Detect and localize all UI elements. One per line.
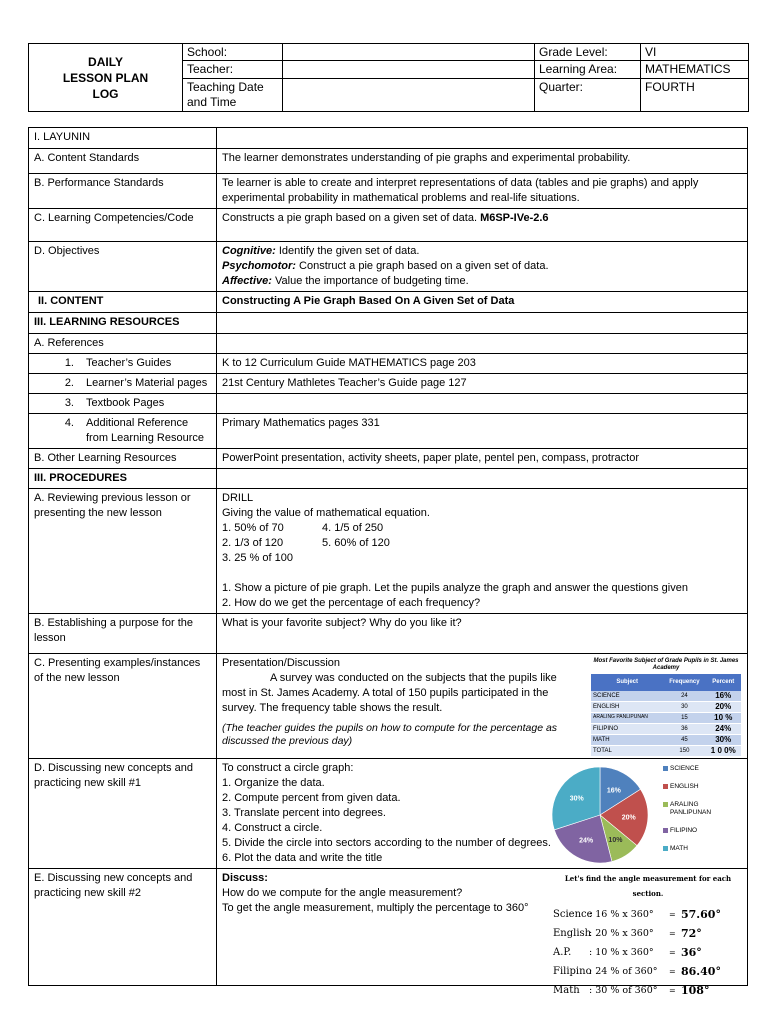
legend-label: MATH — [670, 845, 688, 852]
drill-title: DRILL — [222, 492, 254, 504]
step-5: 5. Divide the circle into sectors according to the number of degrees. — [222, 837, 551, 849]
discuss-answer: To get the angle measurement, multiply the percentage to 360° — [222, 902, 529, 914]
cognitive-text: Identify the given set of data. — [275, 245, 420, 257]
grade-label: Grade Level: — [535, 44, 641, 61]
table-row — [591, 713, 741, 724]
freq-cell: 15 — [663, 713, 705, 724]
step-3: 3. Translate percent into degrees. — [222, 807, 386, 819]
ref3-label-cell — [29, 394, 217, 414]
drill-item-5: 5. 60% of 120 — [322, 537, 390, 549]
frequency-table-caption: Most Favorite Subject of Grade Pupils in St. James Academy — [593, 658, 739, 671]
step-1: 1. Organize the data. — [222, 777, 325, 789]
freq-cell: 10 % — [705, 713, 741, 724]
date-label — [183, 78, 283, 112]
pie-data-label: 20% — [621, 814, 636, 822]
affective-text: Value the importance of budgeting time. — [271, 275, 469, 287]
proc-b-text: What is your favorite subject? Why do you like it? — [217, 614, 748, 654]
legend-label: FILIPINO — [670, 827, 698, 834]
cognitive-label: Cognitive: — [222, 245, 276, 257]
area-label: Learning Area: — [535, 61, 641, 78]
proc-d-label: D. Discussing new concepts and practicing new skill #1 — [29, 759, 217, 869]
drill-question-1: 1. Show a picture of pie graph. Let the pupils analyze the graph and answer the questions given — [222, 582, 688, 594]
date-field[interactable] — [283, 78, 535, 112]
angle-expression: : 16 % x 360° — [589, 909, 654, 920]
angle-expression: : 24 % of 360° — [589, 966, 658, 977]
angle-expression: : 30 % of 360° — [589, 985, 658, 996]
ref4-label-cell — [29, 414, 217, 449]
ref4-text: Primary Mathematics pages 331 — [217, 414, 748, 449]
legend-entry — [663, 845, 710, 853]
learning-resources-blank — [217, 313, 748, 334]
layunin-blank — [217, 128, 748, 149]
proc-c-label: C. Presenting examples/instances of the new lesson — [29, 654, 217, 759]
freq-cell: 30 — [663, 702, 705, 713]
date-label-line1: Teaching Date — [187, 79, 264, 94]
layunin-heading: I. LAYUNIN — [29, 128, 217, 149]
proc-c-cell — [217, 654, 748, 759]
angle-subject: Science — [553, 909, 593, 920]
ref2-text: 21st Century Mathletes Teacher’s Guide page 127 — [217, 374, 748, 394]
legend-entry — [663, 765, 710, 773]
angle-subject: English — [553, 928, 592, 939]
angle-equals: = — [669, 929, 676, 938]
legend-label: ARALING PANLIPUNAN — [670, 801, 712, 816]
step-2: 2. Compute percent from given data. — [222, 792, 401, 804]
procedures-blank — [217, 469, 748, 489]
content-standards-label: A. Content Standards — [29, 149, 217, 174]
angle-result: 36° — [681, 946, 702, 959]
competencies-label: C. Learning Competencies/Code — [29, 209, 217, 242]
drill-intro: Giving the value of mathematical equation. — [222, 507, 430, 519]
angle-row — [553, 905, 743, 924]
table-row — [591, 746, 741, 757]
ref2-label: Learner’s Material pages — [86, 377, 208, 389]
proc-e-cell — [217, 869, 748, 997]
angle-computation-image — [553, 871, 743, 1000]
ref1-num: 1. — [64, 357, 74, 369]
freq-cell: 24 — [663, 691, 705, 702]
discuss-title: Discuss: — [222, 872, 268, 884]
presentation-text: A survey was conducted on the subjects that the pupils like most in St. James Academy. A total of 150 pupils participated in the survey. The frequency table shows the result. — [222, 672, 557, 714]
date-label-line2: and Time — [187, 94, 237, 109]
angle-subject: Filipino — [553, 966, 592, 977]
step-4: 4. Construct a circle. — [222, 822, 323, 834]
freq-cell: 20% — [705, 702, 741, 713]
psychomotor-text: Construct a pie graph based on a given set of data. — [295, 260, 549, 272]
frequency-table — [591, 674, 741, 757]
proc-e-label: E. Discussing new concepts and practicing new skill #2 — [29, 869, 217, 986]
freq-header-percent: Percent — [705, 674, 741, 691]
performance-standards-label: B. Performance Standards — [29, 174, 217, 209]
content-label: II. CONTENT — [29, 292, 217, 313]
freq-cell: 16% — [705, 691, 741, 702]
pie-data-label: 24% — [579, 837, 594, 845]
teacher-field[interactable] — [283, 61, 535, 78]
pie-data-label: 10% — [608, 836, 623, 844]
ref4-label-line1: Additional Reference — [86, 417, 189, 429]
psychomotor-label: Psychomotor: — [222, 260, 296, 272]
angle-result: 57.60° — [681, 908, 721, 921]
freq-header-subject: Subject — [591, 674, 663, 691]
angle-row — [553, 943, 743, 962]
angle-expression: : 10 % x 360° — [589, 947, 654, 958]
angle-equals: = — [669, 986, 676, 995]
angle-result: 108° — [681, 984, 710, 997]
step-6: 6. Plot the data and write the title — [222, 852, 383, 864]
freq-cell: SCIENCE — [591, 691, 663, 702]
legend-label: SCIENCE — [670, 765, 699, 772]
references-blank — [217, 334, 748, 354]
pie-data-label: 16% — [606, 787, 621, 795]
freq-cell: TOTAL — [591, 746, 663, 757]
table-row — [591, 724, 741, 735]
legend-swatch — [663, 766, 668, 771]
legend-entry — [663, 801, 710, 817]
content-standards-text: The learner demonstrates understanding of pie graphs and experimental probability. — [217, 149, 748, 174]
legend-swatch — [663, 828, 668, 833]
other-resources-label: B. Other Learning Resources — [29, 449, 217, 469]
area-value: MATHEMATICS — [641, 61, 749, 78]
angle-equals: = — [669, 967, 676, 976]
legend-swatch — [663, 802, 668, 807]
discuss-question: How do we compute for the angle measurement? — [222, 887, 463, 899]
table-row — [591, 735, 741, 746]
lesson-plan-table — [28, 127, 748, 997]
ref2-label-cell — [29, 374, 217, 394]
ref1-label-cell — [29, 354, 217, 374]
steps-title: To construct a circle graph: — [222, 762, 354, 774]
grade-value: VI — [641, 44, 749, 61]
dll-title-line3: LOG — [92, 86, 119, 101]
pie-data-label: 30% — [569, 795, 584, 803]
proc-b-label: B. Establishing a purpose for the lesson — [29, 614, 217, 654]
objectives-cell — [217, 242, 748, 292]
freq-cell: MATH — [591, 735, 663, 746]
other-resources-text: PowerPoint presentation, activity sheets, paper plate, pentel pen, compass, protractor — [217, 449, 748, 469]
dll-title — [29, 44, 183, 112]
performance-standards-text: Te learner is able to create and interpret representations of data (tables and pie graphs) and apply experimental probability in mathematical problems and real-life situations. — [217, 174, 748, 209]
pie-chart — [545, 765, 725, 865]
ref3-num: 3. — [64, 397, 74, 409]
angle-subject: A.P. — [553, 947, 572, 958]
legend-swatch — [663, 784, 668, 789]
references-label: A. References — [29, 334, 217, 354]
pie-chart-svg — [545, 765, 655, 865]
frequency-table-image — [591, 658, 741, 753]
ref4-label-line2: from Learning Resource — [86, 432, 205, 444]
angle-equals: = — [669, 948, 676, 957]
drill-item-3: 3. 25 % of 100 — [222, 552, 293, 564]
school-label: School: — [183, 44, 283, 61]
ref4-num: 4. — [64, 417, 74, 429]
competencies-cell — [217, 209, 748, 242]
legend-swatch — [663, 846, 668, 851]
teacher-label: Teacher: — [183, 61, 283, 78]
ref3-label: Textbook Pages — [86, 397, 165, 409]
quarter-value: FOURTH — [641, 78, 749, 112]
freq-cell: 45 — [663, 735, 705, 746]
angle-result: 86.40° — [681, 965, 721, 978]
ref1-text: K to 12 Curriculum Guide MATHEMATICS page 203 — [217, 354, 748, 374]
angle-row — [553, 924, 743, 943]
proc-a-label: A. Reviewing previous lesson or presenting the new lesson — [29, 489, 217, 614]
freq-cell: 24% — [705, 724, 741, 735]
freq-cell: ENGLISH — [591, 702, 663, 713]
freq-cell: 150 — [663, 746, 705, 757]
pie-legend — [663, 765, 710, 863]
freq-cell: ARALING PANLIPUNAN — [591, 713, 663, 724]
angle-row — [553, 981, 743, 1000]
angle-expression: : 20 % x 360° — [589, 928, 654, 939]
competencies-text: Constructs a pie graph based on a given set of data. — [222, 212, 481, 224]
freq-cell: FILIPINO — [591, 724, 663, 735]
angles-heading: Let's find the angle measurement for each section. — [564, 874, 732, 898]
presentation-note: (The teacher guides the pupils on how to compute for the percentage as discussed the previous day) — [222, 722, 558, 747]
drill-item-2: 2. 1/3 of 120 — [222, 537, 284, 549]
table-row — [591, 691, 741, 702]
legend-label: ENGLISH — [670, 783, 699, 790]
drill-question-2: 2. How do we get the percentage of each frequency? — [222, 597, 481, 609]
legend-entry — [663, 827, 710, 835]
quarter-label: Quarter: — [535, 78, 641, 112]
drill-item-4: 4. 1/5 of 250 — [322, 522, 384, 534]
freq-header-frequency: Frequency — [663, 674, 705, 691]
procedures-heading: III. PROCEDURES — [29, 469, 217, 489]
angle-row — [553, 962, 743, 981]
ref1-label: Teacher’s Guides — [86, 357, 172, 369]
header-table — [28, 43, 749, 112]
legend-entry — [663, 783, 710, 791]
proc-a-cell — [217, 489, 748, 614]
freq-cell: 36 — [663, 724, 705, 735]
freq-cell: 1 0 0% — [705, 746, 741, 757]
dll-title-line1: DAILY — [88, 54, 123, 69]
school-field[interactable] — [283, 44, 535, 61]
objectives-label: D. Objectives — [29, 242, 217, 292]
content-text: Constructing A Pie Graph Based On A Given Set of Data — [217, 292, 748, 313]
proc-d-cell — [217, 759, 748, 869]
ref2-num: 2. — [64, 377, 74, 389]
angle-equals: = — [669, 910, 676, 919]
presentation-title: Presentation/Discussion — [222, 657, 341, 669]
ref3-text — [217, 394, 748, 414]
affective-label: Affective: — [222, 275, 272, 287]
angle-result: 72° — [681, 927, 702, 940]
competency-code: M6SP-IVe-2.6 — [480, 212, 549, 224]
table-row — [591, 702, 741, 713]
freq-cell: 30% — [705, 735, 741, 746]
drill-item-1: 1. 50% of 70 — [222, 522, 284, 534]
learning-resources-heading: III. LEARNING RESOURCES — [29, 313, 217, 334]
dll-title-line2: LESSON PLAN — [62, 70, 149, 85]
angle-subject: Math — [553, 985, 580, 996]
